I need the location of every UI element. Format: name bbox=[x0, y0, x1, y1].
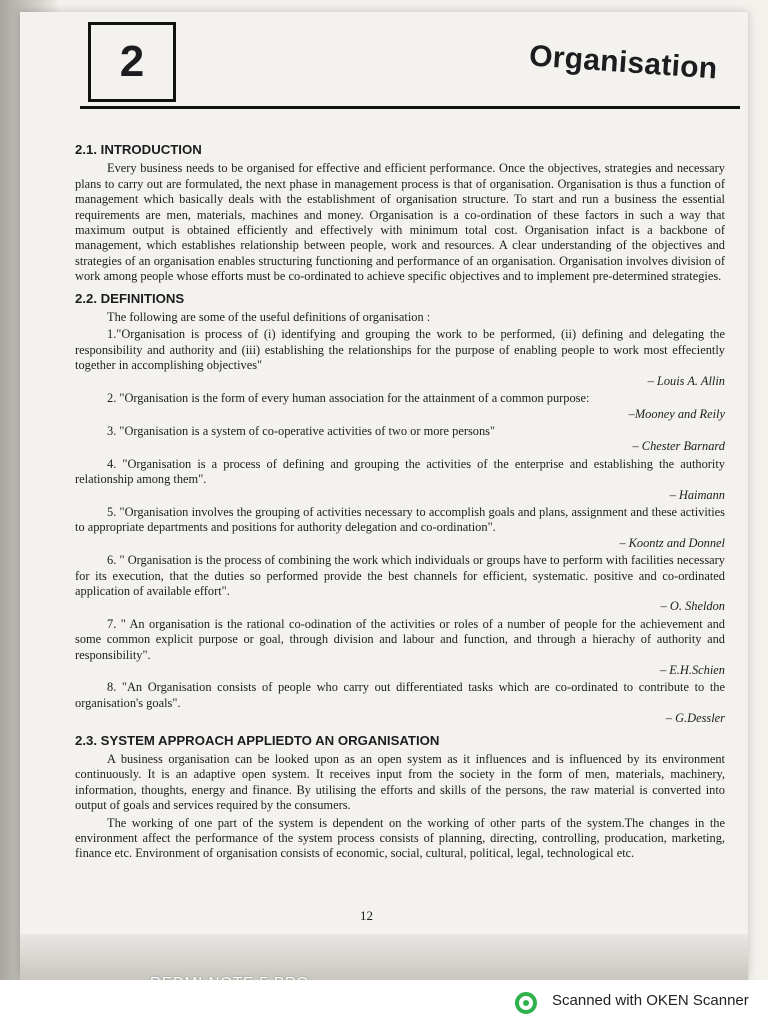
section-heading: 2.1. INTRODUCTION bbox=[75, 142, 202, 157]
definition-item bbox=[75, 391, 725, 422]
header-rule bbox=[80, 106, 740, 109]
definition-author: –Mooney and Reily bbox=[628, 406, 725, 421]
definition-text: 6. " Organisation is the process of combining the work which individuals or groups have to perform with facilities necessary for its execution, that the duties so performed provide the best channels for efficient, systematic. positive and co-ordinated application of available effort". bbox=[75, 553, 725, 598]
definition-item bbox=[75, 617, 725, 679]
definition-text: 5. "Organisation involves the grouping of activities necessary to accomplish goals and plans, assignment and these activities to appropriate departments and positions for authority delegation and co-ordination". bbox=[75, 504, 725, 535]
section-introduction bbox=[75, 142, 725, 285]
definitions-intro: The following are some of the useful definitions of organisation : bbox=[107, 310, 431, 325]
body-paragraph: Every business needs to be organised for effective and efficient performance. Once the objectives, strategies and necessary plans to carry out are formulated, the next phase in management process is that of organisation. Organisation is thus a function of management which basically deals with the establishment of organisation structure. To start and run a business the essential requirements are men, materials, machines and money. Organisation is a co-ordination of these factors in such a way that maximum output is obtained efficiently and effectively with minimum total cost. Organisation infact is a backbone of management, which establishes relationship between people, work and resources. A clear understanding of the objectives and strategies of an organisation enables structuring functioning and performance of an organisation. Organisation involves division of work among people whose efforts must be co-ordinated to achieve specific objectives and to implement pre-determined strategies. bbox=[75, 161, 725, 284]
body-paragraph: The working of one part of the system is dependent on the working of other parts of the system.The changes in the environment affect the performance of the system process consists of planning, directing, controlling, producation, marketing, finance etc. Environment of organisation consists of economic, social, cultural, political, legal, technological etc. bbox=[75, 815, 725, 861]
section-heading: 2.2. DEFINITIONS bbox=[75, 290, 185, 306]
definition-author: – Haimann bbox=[669, 487, 725, 502]
definition-author: – Louis A. Allin bbox=[647, 373, 725, 388]
page-number: 12 bbox=[360, 908, 373, 923]
section-system-approach bbox=[75, 733, 725, 862]
page-content bbox=[75, 136, 725, 864]
definition-text: 3. "Organisation is a system of co-operative activities of two or more persons" bbox=[107, 423, 496, 438]
definition-item bbox=[75, 327, 725, 389]
definition-text: 4. "Organisation is a process of defining and grouping the activities of the enterprise and establishing the authority relationship among them". bbox=[75, 456, 725, 487]
scanner-footer-text: Scanned with OKEN Scanner bbox=[552, 992, 749, 1009]
scanner-logo-icon bbox=[515, 992, 537, 1014]
chapter-number-box bbox=[88, 22, 176, 102]
chapter-title: Organisation bbox=[528, 39, 719, 86]
definition-text: 2. "Organisation is the form of every human association for the attainment of a common purpose: bbox=[107, 391, 590, 406]
definition-item bbox=[75, 680, 725, 726]
definition-author: – G.Dessler bbox=[665, 711, 725, 726]
section-definitions bbox=[75, 291, 725, 727]
body-paragraph: A business organisation can be looked upon as an open system as it influences and is influenced by its environment continuously. It is an adaptive open system. It receives input from the society in the form of men, materials, machinery, information, thoughts, energy and finance. By utilising the efforts and skills of the persons, the raw material is converted into output of goals and services required by the consumers. bbox=[75, 752, 725, 813]
chapter-number: 2 bbox=[119, 37, 145, 86]
definition-text: 7. " An organisation is the rational co-odination of the activities or roles of a number of people for the achievement and some common explicit purpose or goal, through division and labour and function, and through a hierachy of authority and responsibility". bbox=[75, 616, 725, 662]
definition-item bbox=[75, 457, 725, 503]
definition-text: 8. "An Organisation consists of people who carry out differentiated tasks which are co-ordinated to contribute to the organisation's goals". bbox=[75, 680, 725, 710]
section-heading: 2.3. SYSTEM APPROACH APPLIEDTO AN ORGANISATION bbox=[75, 732, 440, 748]
definition-author: – E.H.Schien bbox=[659, 663, 725, 677]
definition-author: – O. Sheldon bbox=[660, 599, 725, 614]
definition-item bbox=[75, 505, 725, 551]
definition-item bbox=[75, 553, 725, 615]
definition-author: – Chester Barnard bbox=[632, 439, 725, 454]
definition-item bbox=[75, 424, 725, 455]
definition-text: 1."Organisation is process of (i) identifying and grouping the work to be performed, (ii) defining and delegating the responsibility and authority and (iii) establishing the relationships for the purpose of enabling people to work most effeciently together in accomplishing objectives" bbox=[75, 327, 725, 373]
scanner-footer bbox=[0, 980, 768, 1024]
book-page bbox=[20, 12, 748, 980]
page-bottom-edge bbox=[20, 934, 748, 980]
definition-author: – Koontz and Donnel bbox=[619, 535, 725, 550]
